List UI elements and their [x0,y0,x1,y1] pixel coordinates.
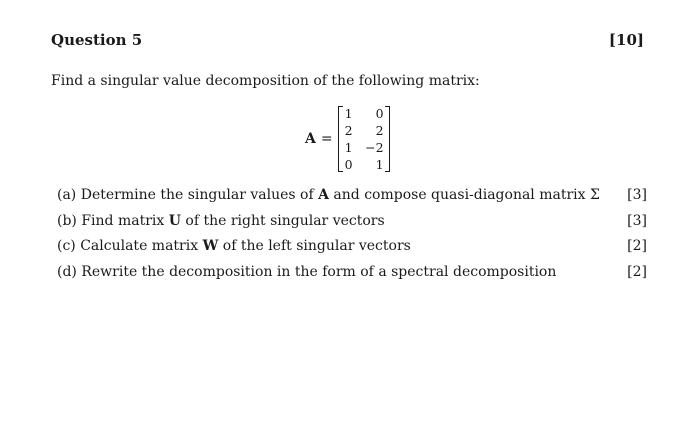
matrix-cell: 1 [344,106,353,121]
matrix-equals-sign: = [320,131,333,147]
part-text: (d) Rewrite the decomposition in the form of a spectral decomposition [57,263,557,280]
question-parts [57,186,647,288]
matrix-cell: 0 [344,157,353,172]
matrix-grid [344,105,384,173]
part-marks: [2] [627,238,647,254]
part-label: (c) [57,238,76,254]
matrix-cell: 2 [375,123,384,138]
part-marks: [2] [627,263,647,280]
part-text: (a) Determine the singular values of A and compose quasi-diagonal matrix Σ [57,187,600,203]
part-label: (d) [57,263,77,280]
part-label: (b) [57,212,77,229]
matrix-cell: −2 [365,140,384,155]
part-label: (a) [57,187,77,203]
matrix-name: A [305,131,316,147]
part-c [57,237,647,263]
part-marks: [3] [627,187,647,203]
part-d [57,263,647,289]
part-matrix-symbol: W [202,238,219,254]
part-matrix-symbol: A [318,187,329,203]
part-marks: [3] [627,212,647,229]
part-matrix-symbol: U [168,212,181,229]
matrix-cell: 1 [344,140,353,155]
matrix-cell: 0 [375,106,384,121]
question-title: Question 5 [51,31,143,49]
part-b [57,212,647,238]
part-text: (c) Calculate matrix W of the left singular vectors [57,238,411,254]
right-bracket [385,106,390,172]
matrix-cell: 1 [375,157,384,172]
left-bracket [338,106,343,172]
matrix-equation [305,104,390,174]
part-text: (b) Find matrix U of the right singular vectors [57,212,385,229]
part-a [57,186,647,212]
matrix-cell: 2 [344,123,353,138]
question-prompt: Find a singular value decomposition of the following matrix: [51,73,480,89]
question-total-marks: [10] [608,31,644,49]
